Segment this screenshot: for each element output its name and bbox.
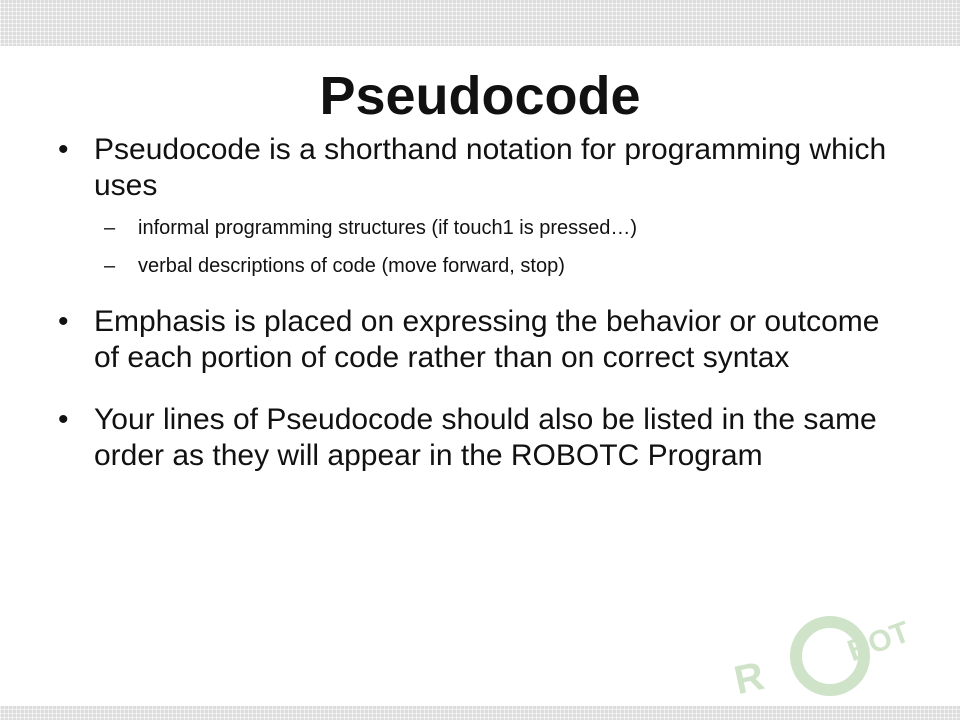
logo-letters-bot: BOT <box>843 615 915 669</box>
sub-bullet-item <box>94 254 898 278</box>
slide-title: Pseudocode <box>319 66 641 126</box>
bullet-text: Your lines of Pseudocode should also be listed in the same order as they will appear in the ROBOTC Program <box>94 403 877 472</box>
bottom-decorative-band <box>0 706 960 720</box>
robot-logo <box>726 594 946 704</box>
bullet-marker: • <box>58 403 69 436</box>
sub-bullet-item <box>94 216 898 240</box>
sub-bullet-marker: – <box>104 217 116 239</box>
bullet-item <box>58 132 898 278</box>
bullet-marker: • <box>58 305 69 338</box>
bullet-text: Pseudocode is a shorthand notation for programming which uses <box>94 133 887 202</box>
top-decorative-band <box>0 0 960 46</box>
sub-bullet-text: informal programming structures (if touch1 is pressed…) <box>138 217 638 239</box>
sub-bullet-marker: – <box>104 255 116 277</box>
bullet-item <box>58 402 898 474</box>
bullet-marker: • <box>58 133 69 166</box>
sub-bullet-list <box>94 216 898 278</box>
bullet-text: Emphasis is placed on expressing the behavior or outcome of each portion of code rather than on correct syntax <box>94 305 880 374</box>
sub-bullet-text: verbal descriptions of code (move forward, stop) <box>138 255 565 277</box>
bullet-item <box>58 304 898 376</box>
bullet-list <box>58 132 898 500</box>
logo-letter-r: R <box>730 653 768 704</box>
